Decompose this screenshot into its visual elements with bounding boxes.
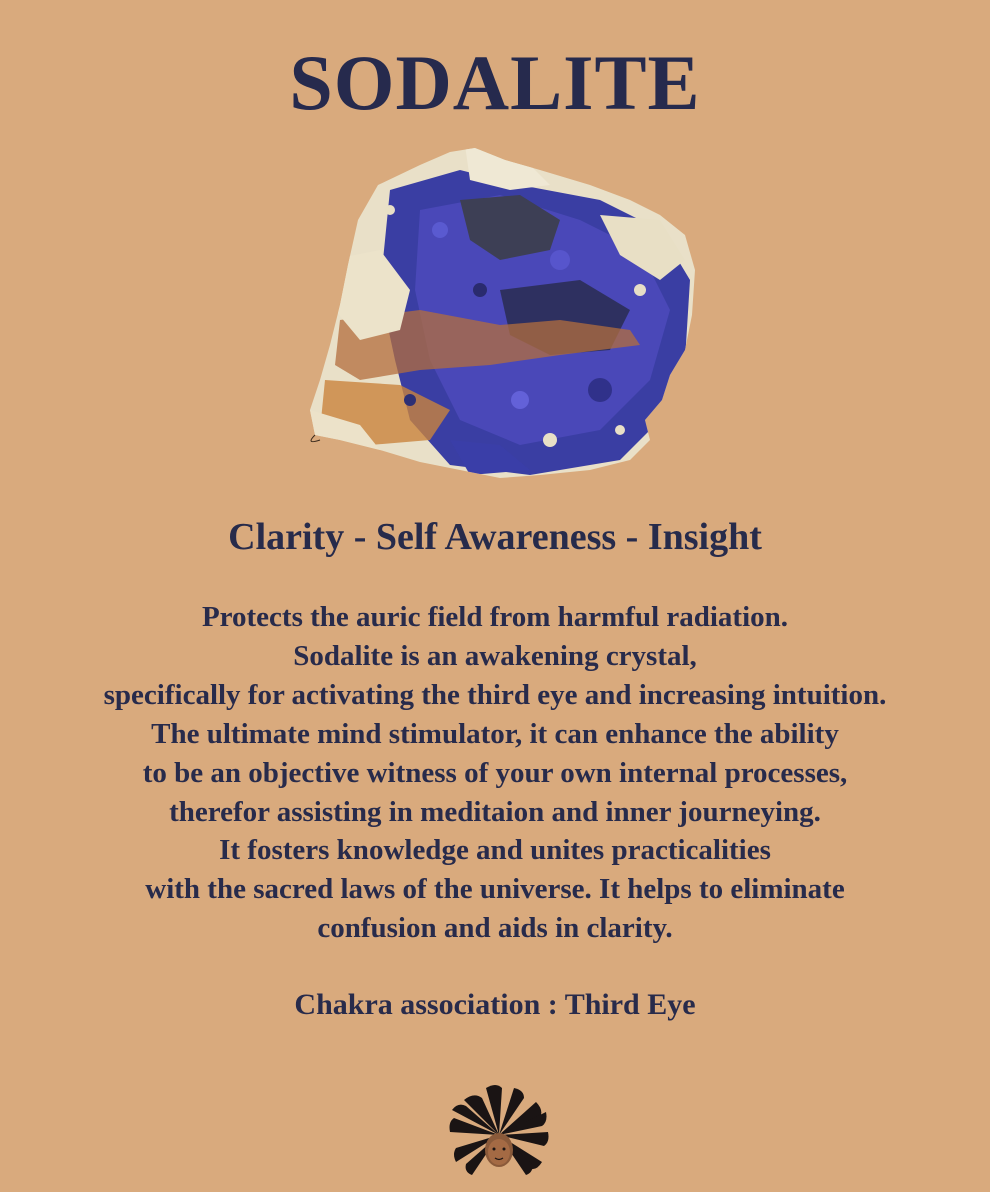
page-title: SODALITE xyxy=(289,39,701,126)
description-line: specifically for activating the third eye and increasing intuition. xyxy=(103,678,887,711)
sunburst-face-logo xyxy=(444,1080,554,1180)
description-line: with the sacred laws of the universe. It helps to eliminate xyxy=(145,873,845,906)
description-line: Sodalite is an awakening crystal, xyxy=(293,639,697,672)
sodalite-stone-image xyxy=(300,140,700,485)
description xyxy=(0,598,990,948)
description-line: It fosters knowledge and unites practicalities xyxy=(219,834,771,867)
description-line: to be an objective witness of your own internal processes, xyxy=(142,756,848,789)
description-line: The ultimate mind stimulator, it can enhance the ability xyxy=(151,717,839,750)
chakra-association: Chakra association : Third Eye xyxy=(294,988,696,1021)
description-line: therefor assisting in meditaion and inner journeying. xyxy=(169,795,821,828)
description-line: confusion and aids in clarity. xyxy=(317,912,673,945)
description-line: Protects the auric field from harmful radiation. xyxy=(201,601,789,633)
tagline: Clarity - Self Awareness - Insight xyxy=(228,516,762,558)
